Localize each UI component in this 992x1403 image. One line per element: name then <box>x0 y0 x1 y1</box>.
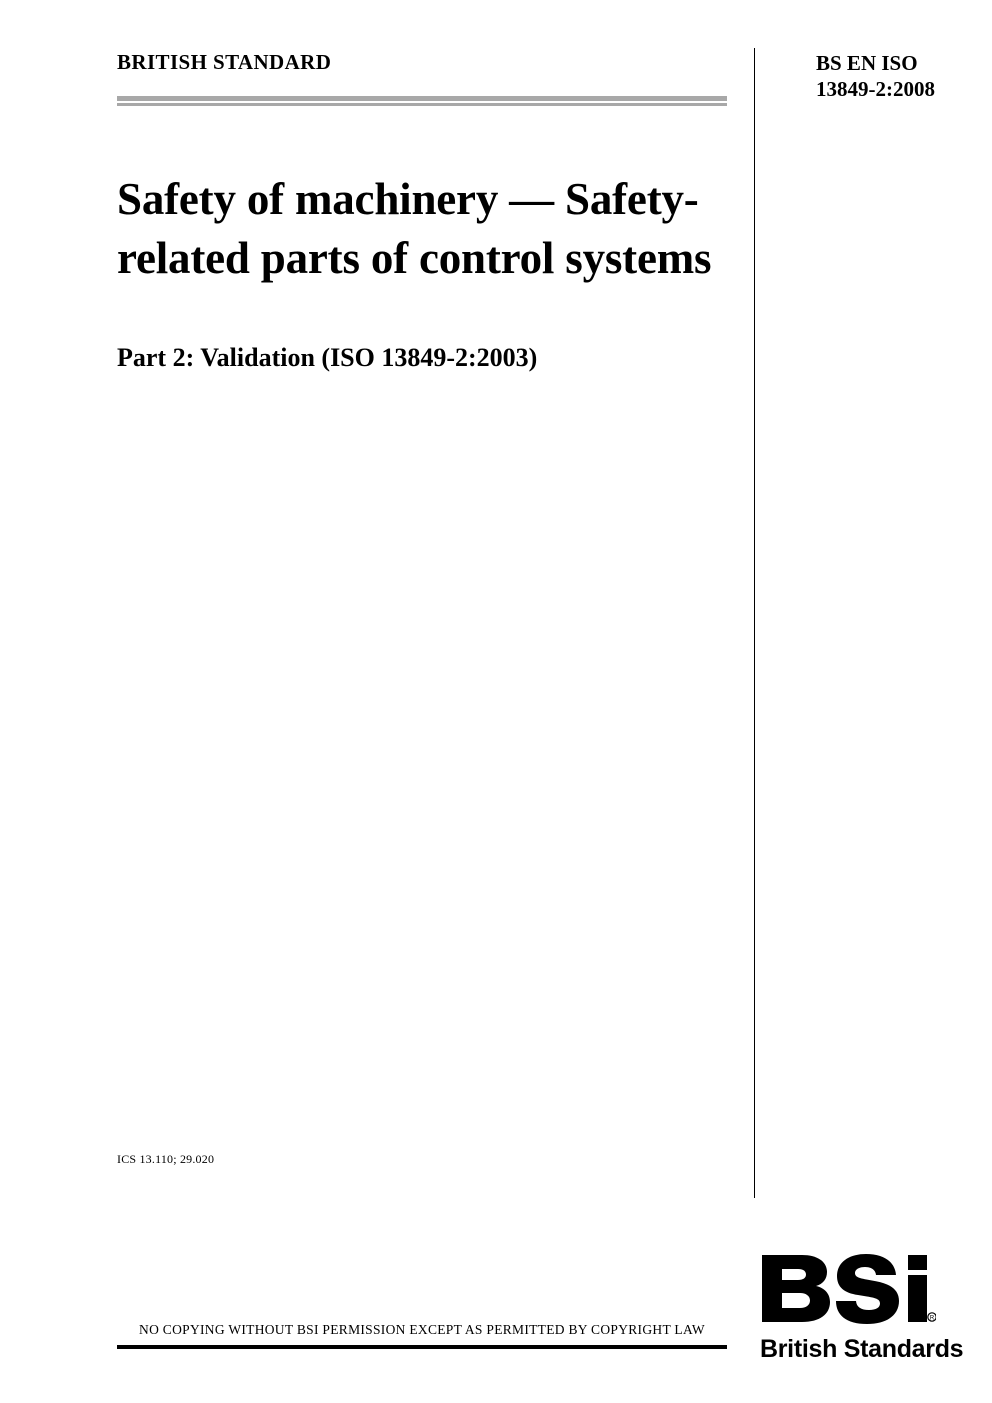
bsi-logo-caption: British Standards <box>760 1335 964 1363</box>
page-subtitle: Part 2: Validation (ISO 13849-2:2003) <box>117 342 538 372</box>
svg-text:R: R <box>929 1315 935 1322</box>
ics-code: ICS 13.110; 29.020 <box>117 1152 215 1166</box>
bsi-logo-icon <box>760 1253 936 1327</box>
standard-reference <box>816 50 935 103</box>
page-header <box>117 50 935 103</box>
vertical-divider <box>754 48 755 1198</box>
footer-rule <box>117 1345 727 1349</box>
standard-reference-line-1: BS EN ISO <box>816 51 918 75</box>
publisher-kicker: BRITISH STANDARD <box>117 50 332 74</box>
title-block <box>117 170 727 375</box>
bsi-logo <box>760 1253 964 1363</box>
standard-reference-line-2: 13849-2:2008 <box>816 77 935 102</box>
copyright-notice: NO COPYING WITHOUT BSI PERMISSION EXCEPT AS PERMITTED BY COPYRIGHT LAW <box>139 1322 705 1337</box>
page-title: Safety of machinery — Safety-related parts of control systems <box>117 174 712 284</box>
header-rules <box>117 96 727 106</box>
header-rule-thin <box>117 103 727 106</box>
